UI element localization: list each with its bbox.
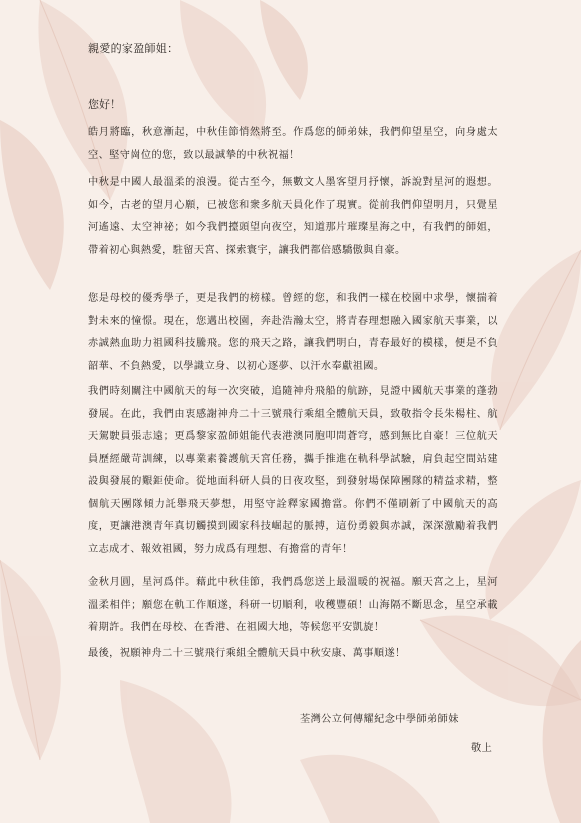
salutation: 親愛的家盈師姐： xyxy=(88,42,179,55)
signature-school: 荃灣公立何傳耀紀念中學師弟師妹 xyxy=(300,714,459,725)
paragraph-2: 中秋是中國人最溫柔的浪漫。從古至今，無數文人墨客望月抒懷，訴說對星河的遐想。如今，古老的望月心願，已被您和衆多航天員化作了現實。從前我們仰望明月，只覺星河遙遠、太空神祕；如今我們擡頭望向夜空，知道那片璀璨星海之中，有我們的師姐，帶着初心與熱愛，駐留天宮、探索寰宇，讓我們都倍感驕傲與自豪。 xyxy=(88,177,498,256)
paragraph-6: 最後，祝願神舟二十三號飛行乘組全體航天員中秋安康、萬事順遂！ xyxy=(88,648,406,659)
greeting: 您好！ xyxy=(88,98,121,111)
signature-close: 敬上 xyxy=(471,743,493,754)
paragraph-5: 金秋月圓，星河爲伴。藉此中秋佳節，我們爲您送上最溫暖的祝福。願天宮之上，星河溫柔相伴；願您在軌工作順遂，科研一切順利，收穫豐碩！山海隔不斷思念，星空承載着期許。我們在母校、在香港、在祖國大地，等候您平安凱旋！ xyxy=(88,577,498,633)
paragraph-1: 皓月將臨，秋意漸起，中秋佳節悄然將至。作爲您的師弟妹，我們仰望星空，向身處太空、堅守崗位的您，致以最誠摯的中秋祝福！ xyxy=(88,127,498,161)
paragraph-4: 我們時刻關注中國航天的每一次突破，追隨神舟飛船的航跡，見證中國航天事業的蓬勃發展。在此，我們由衷感謝神舟二十三號飛行乘組全體航天員，致敬指令長朱楊柱、航天駕駛員張志遠；更爲黎家盈師姐能代表港澳同胞叩問蒼穹，感到無比自豪！三位航天員歷經嚴苛訓練，以專業素養護航天宮任務，攜手推進在軌科學試驗，肩負起空間站建設與發展的艱鉅使命。從地面科研人員的日夜攻堅，到發射場保障團隊的精益求精，整個航天團隊傾力託舉飛天夢想，用堅守詮釋家國擔當。你們不僅刷新了中國航天的高度，更讓港澳青年真切觸摸到國家科技崛起的脈搏，這份勇毅與赤誠，深深激勵着我們立志成才、報效祖國，努力成爲有理想、有擔當的青年！ xyxy=(88,386,498,555)
paragraph-3: 您是母校的優秀學子，更是我們的榜樣。曾經的您，和我們一樣在校園中求學，懷揣着對未來的憧憬。現在，您邁出校園，奔赴浩瀚太空，將青春理想融入國家航天事業，以赤誠熱血助力祖國科技騰飛。您的飛天之路，讓我們明白，青春最好的模樣，便是不負韶華、不負熱愛，以學識立身、以初心逐夢、以汗水奉獻祖國。 xyxy=(88,293,498,372)
